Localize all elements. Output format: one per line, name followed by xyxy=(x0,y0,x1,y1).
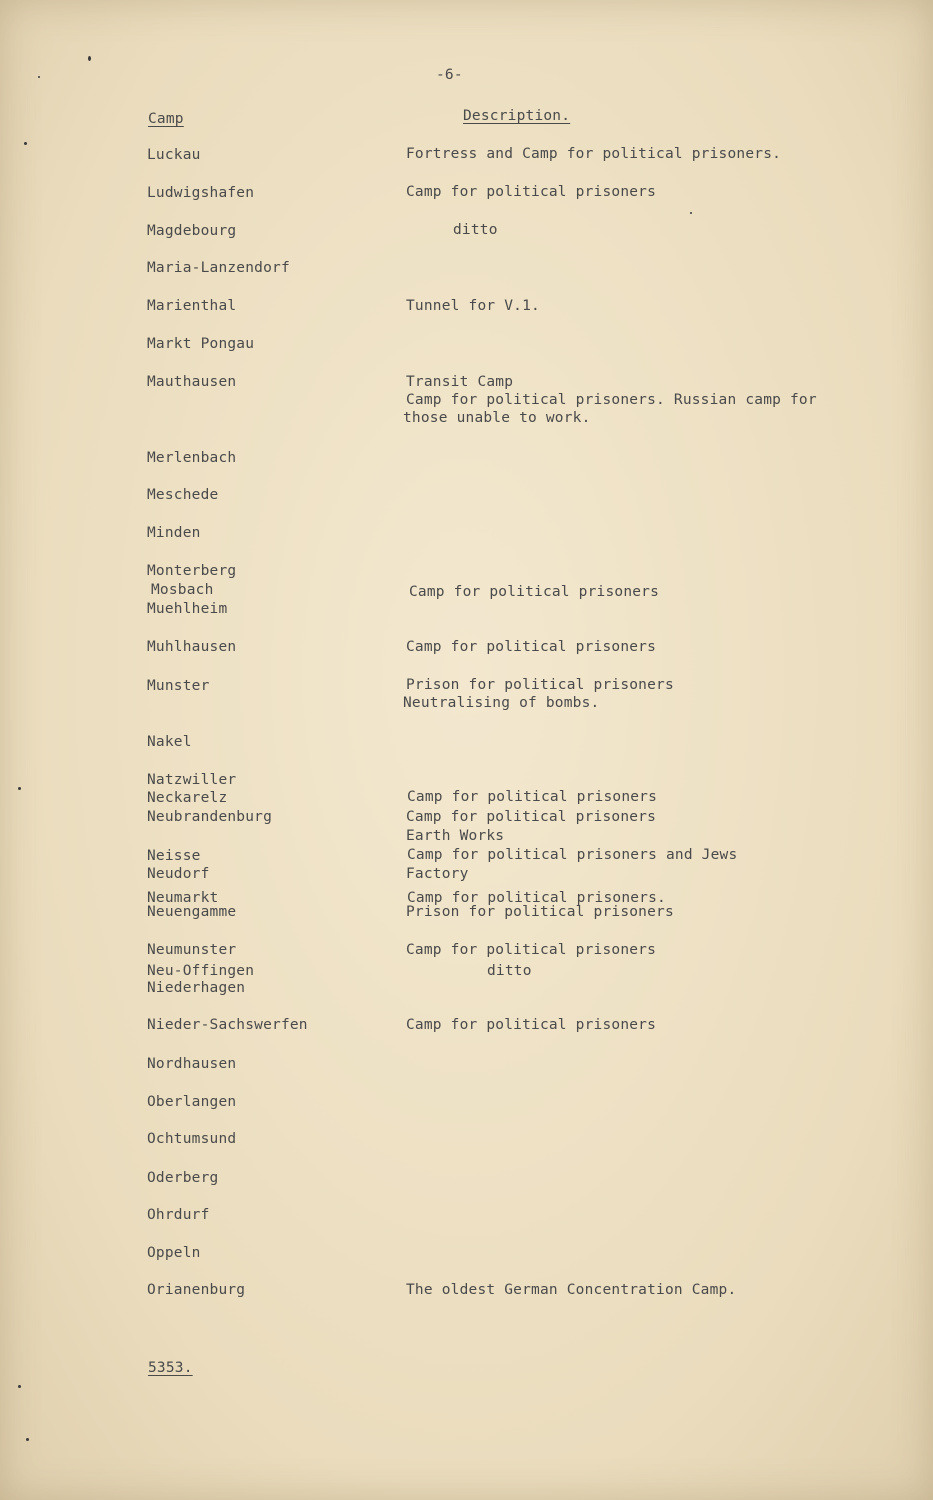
ink-speck xyxy=(18,787,21,790)
camp-name: Ohrdurf xyxy=(147,1207,210,1223)
document-reference-number: 5353. xyxy=(148,1360,193,1376)
camp-name: Neumarkt xyxy=(147,890,219,906)
camp-description: Factory xyxy=(406,866,469,882)
camp-description: Camp for political prisoners xyxy=(406,639,657,655)
camp-description: Prison for political prisoners xyxy=(406,904,674,920)
camp-description: Camp for political prisoners. Russian camp for xyxy=(406,392,817,408)
camp-name: Neisse xyxy=(147,848,201,864)
camp-name: Nakel xyxy=(147,734,192,750)
camp-name: Neuengamme xyxy=(147,904,237,920)
camp-description: Fortress and Camp for political prisoners. xyxy=(406,146,782,162)
camp-name: Merlenbach xyxy=(147,450,237,466)
description-column-header: Description. xyxy=(463,108,571,124)
camp-name: Natzwiller xyxy=(147,772,237,788)
camp-name: Minden xyxy=(147,525,201,541)
camp-name: Orianenburg xyxy=(147,1282,246,1298)
camp-name: Monterberg xyxy=(147,563,237,579)
camp-name: Mauthausen xyxy=(147,374,237,390)
camp-name: Magdebourg xyxy=(147,223,237,239)
camp-name: Niederhagen xyxy=(147,980,246,996)
camp-column-header: Camp xyxy=(148,111,184,127)
camp-name: Maria-Lanzendorf xyxy=(147,260,290,276)
camp-description: Neutralising of bombs. xyxy=(403,695,600,711)
camp-name: Oppeln xyxy=(147,1245,201,1261)
ink-speck xyxy=(690,212,692,214)
ink-speck xyxy=(24,142,27,145)
camp-description: Camp for political prisoners. xyxy=(407,890,666,906)
camp-name: Markt Pongau xyxy=(147,336,255,352)
camp-description: Camp for political prisoners and Jews xyxy=(407,847,738,863)
camp-name: Oderberg xyxy=(147,1170,219,1186)
camp-name: Munster xyxy=(147,678,210,694)
camp-description: Camp for political prisoners xyxy=(406,809,657,825)
camp-description: ditto xyxy=(453,222,498,238)
camp-name: Neu-Offingen xyxy=(147,963,255,979)
camp-name: Muehlheim xyxy=(147,601,228,617)
camp-description: Camp for political prisoners xyxy=(406,942,657,958)
ink-speck xyxy=(26,1438,29,1441)
camp-name: Ochtumsund xyxy=(147,1131,237,1147)
camp-description: Transit Camp xyxy=(406,374,514,390)
camp-name: Neubrandenburg xyxy=(147,809,273,825)
camp-description: Camp for political prisoners xyxy=(406,1017,657,1033)
camp-name: Ludwigshafen xyxy=(147,185,255,201)
camp-description: those unable to work. xyxy=(403,410,591,426)
camp-name: Neckarelz xyxy=(147,790,228,806)
ink-speck xyxy=(88,56,91,61)
camp-name: Nordhausen xyxy=(147,1056,237,1072)
camp-description: ditto xyxy=(487,963,532,979)
camp-name: Nieder-Sachswerfen xyxy=(147,1017,308,1033)
camp-name: Neumunster xyxy=(147,942,237,958)
camp-name: Oberlangen xyxy=(147,1094,237,1110)
ink-speck xyxy=(38,76,40,78)
camp-name: Neudorf xyxy=(147,866,210,882)
camp-name: Mosbach xyxy=(151,582,214,598)
camp-description: Prison for political prisoners xyxy=(406,677,674,693)
camp-description: The oldest German Concentration Camp. xyxy=(406,1282,737,1298)
camp-name: Marienthal xyxy=(147,298,237,314)
camp-description: Earth Works xyxy=(406,828,505,844)
camp-name: Meschede xyxy=(147,487,219,503)
camp-name: Luckau xyxy=(147,147,201,163)
camp-name: Muhlhausen xyxy=(147,639,237,655)
camp-description: Camp for political prisoners xyxy=(407,789,658,805)
camp-description: Tunnel for V.1. xyxy=(406,298,540,314)
page-number: -6- xyxy=(436,67,463,83)
camp-description: Camp for political prisoners xyxy=(409,584,660,600)
camp-description: Camp for political prisoners xyxy=(406,184,657,200)
ink-speck xyxy=(18,1385,21,1388)
